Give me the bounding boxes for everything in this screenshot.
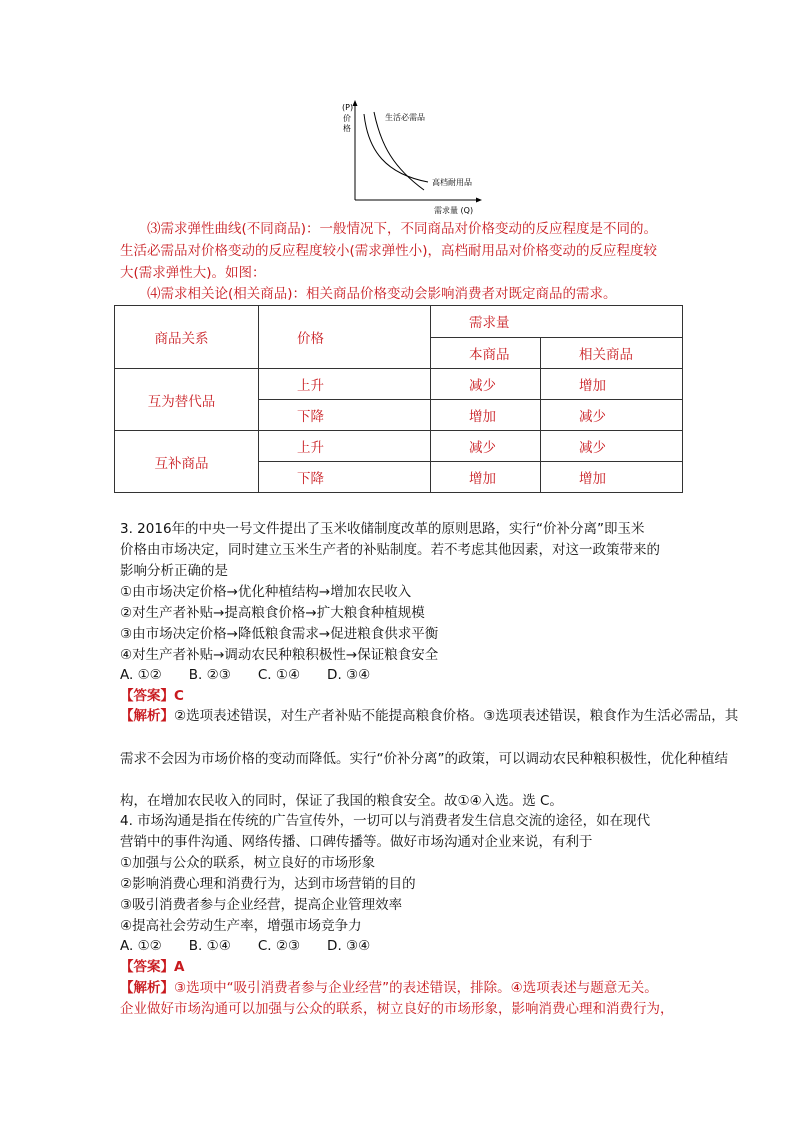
y-axis-label-p: (P) [342,103,354,112]
q3-answer [120,687,184,705]
q3-analysis-line1 [120,707,738,725]
para4: ⑷需求相关论(相关商品)：相关商品价格变动会影响消费者对既定商品的需求。 [147,286,617,302]
q3-analysis-line2: 需求不会因为市场价格的变动而降低。实行“价补分离”的政策，可以调动农民种粮积极性，优化种植结 [120,751,728,767]
q4-analysis-line1 [120,979,658,997]
related-goods-table [114,305,683,493]
demand-elasticity-figure [336,96,486,218]
q4-stem-line1: 4. 市场沟通是指在传统的广告宣传外，一切可以与消费者发生信息交流的途径，如在现代 [120,813,651,829]
q4-analysis-text1: ③选项中“吸引消费者参与企业经营”的表述错误，排除。④选项表述与题意无关。 [174,980,658,996]
x-axis-label: 需求量 (Q) [434,206,474,215]
para3-line2: 生活必需品对价格变动的反应程度较小(需求弹性小)，高档耐用品对价格变动的反应程度较 [120,243,658,259]
q4-option-2: ②影响消费心理和消费行为，达到市场营销的目的 [120,876,416,892]
para3-line1: ⑶需求弹性曲线(不同商品)：一般情况下，不同商品对价格变动的反应程度是不同的。 [147,221,658,237]
group-complements: 互补商品 [115,431,259,493]
cell-this: 减少 [431,431,541,462]
y-axis-label-jia: 价 [343,114,351,123]
q3-option-3: ③由市场决定价格→降低粮食需求→促进粮食供求平衡 [120,626,439,642]
q4-option-4: ④提高社会劳动生产率，增强市场竞争力 [120,918,362,934]
q3-analysis-label: 【解析】 [120,708,174,724]
cell-price: 上升 [259,431,431,462]
cell-price: 下降 [259,400,431,431]
cell-related: 减少 [541,431,683,462]
cell-related: 增加 [541,369,683,400]
curve-luxury [364,114,428,182]
cell-this: 增加 [431,400,541,431]
q3-option-4: ④对生产者补贴→调动农民种粮积极性→保证粮食安全 [120,647,439,663]
curve-necessity-label: 生活必需品 [385,113,425,122]
cell-price: 上升 [259,369,431,400]
y-axis-arrow [353,100,358,106]
q3-analysis-text1: ②选项表述错误，对生产者补贴不能提高粮食价格。③选项表述错误，粮食作为生活必需品，其 [174,708,739,724]
q3-option-1: ①由市场决定价格→优化种植结构→增加农民收入 [120,584,412,600]
para3-line3: 大(需求弹性大)。如图： [120,265,266,281]
q4-answer-label: 【答案】 [120,959,174,975]
header-relation: 商品关系 [115,306,259,369]
table-row [115,431,683,462]
q3-answer-value: C [174,688,184,704]
cell-this: 减少 [431,369,541,400]
q3-analysis-line3: 构，在增加农民收入的同时，保证了我国的粮食安全。故①④入选。选 C。 [120,793,563,809]
q4-answer-value: A [174,959,185,975]
q4-stem-line2: 营销中的事件沟通、网络传播、口碑传播等。做好市场沟通对企业来说，有利于 [120,834,593,850]
table-row [115,369,683,400]
q3-choices: A. ①② B. ②③ C. ①④ D. ③④ [120,667,371,683]
q3-option-2: ②对生产者补贴→提高粮食价格→扩大粮食种植规模 [120,605,425,621]
cell-this: 增加 [431,462,541,493]
header-price: 价格 [259,306,431,369]
q4-analysis-line2: 企业做好市场沟通可以加强与公众的联系，树立良好的市场形象，影响消费心理和消费行为， [120,1001,674,1017]
x-axis-arrow [476,198,482,203]
q4-analysis-label: 【解析】 [120,980,174,996]
curve-necessity [374,112,424,190]
cell-related: 减少 [541,400,683,431]
header-demand: 需求量 [431,306,683,338]
table-row [115,306,683,338]
cell-price: 下降 [259,462,431,493]
header-this-goods: 本商品 [431,337,541,369]
header-related-goods: 相关商品 [541,337,683,369]
group-substitutes: 互为替代品 [115,369,259,431]
q4-choices: A. ①② B. ①④ C. ②③ D. ③④ [120,938,371,954]
y-axis-label-ge: 格 [343,124,351,133]
q3-answer-label: 【答案】 [120,688,174,704]
q3-stem-line1: 3. 2016年的中央一号文件提出了玉米收储制度改革的原则思路，实行“价补分离”即玉米 [120,521,645,537]
q4-option-1: ①加强与公众的联系，树立良好的市场形象 [120,855,376,871]
q3-stem-line2: 价格由市场决定，同时建立玉米生产者的补贴制度。若不考虑其他因素，对这一政策带来的 [120,542,660,558]
q4-option-3: ③吸引消费者参与企业经营，提高企业管理效率 [120,897,403,913]
q4-answer [120,958,184,976]
curve-luxury-label: 高档耐用品 [432,178,472,187]
q3-stem-line3: 影响分析正确的是 [120,563,228,579]
cell-related: 增加 [541,462,683,493]
